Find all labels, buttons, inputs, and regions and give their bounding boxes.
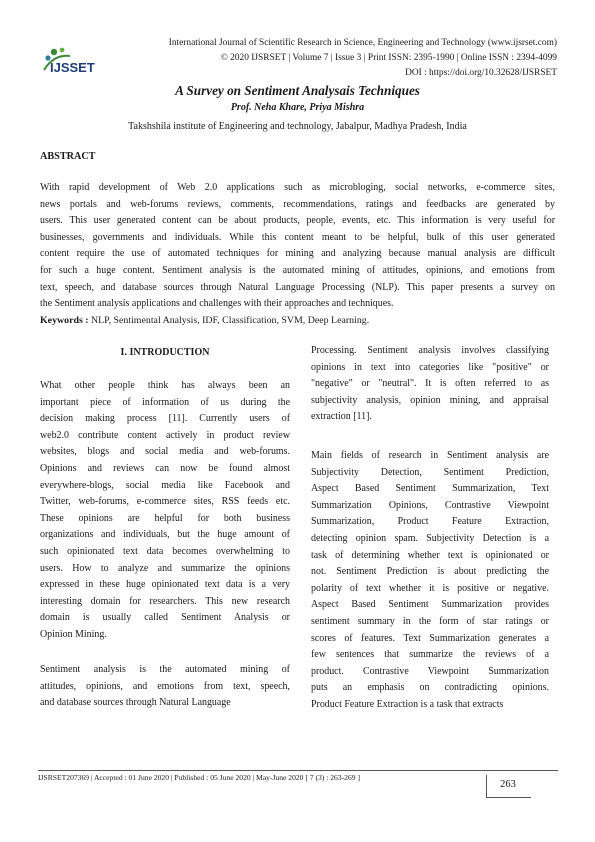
journal-logo-graphic	[40, 44, 118, 78]
intro-right-2-line: Aspect Based Sentiment Summarization provides	[311, 599, 549, 611]
intro-left-1-line: everywhere-blogs, social media like Facebook and	[40, 479, 290, 491]
journal-name-line: International Journal of Scientific Research in Science, Engineering and Technology (www.ijsrset.com)	[168, 38, 557, 48]
intro-right-2-line: polarity of text whether it is positive or negative.	[311, 582, 549, 594]
intro-left-2-line: Sentiment analysis is the automated mining of	[40, 664, 290, 675]
intro-right-2-line: Product Feature Extraction is a task that extracts	[311, 698, 504, 710]
abstract-heading: ABSTRACT	[40, 151, 96, 162]
intro-right-2-line: not. Sentiment Prediction is about predicting the	[311, 566, 549, 578]
intro-right-2-line: scores of features. Text Summarization generates a	[311, 632, 549, 644]
issue-info-line: © 2020 IJSRSET | Volume 7 | Issue 3 | Print ISSN: 2395-1990 | Online ISSN : 2394-4099	[220, 53, 557, 63]
intro-left-1-line: such opinionated text data becomes overwhelming to	[40, 545, 290, 557]
abstract-line: the Sentiment analysis applications and challenges with their approaches and techniques.	[40, 298, 394, 310]
abstract-line: content require the use of automated techniques for mining and analyzing because manual analysis are difficult	[40, 248, 555, 260]
intro-left-1-line: important piece of information of us during the	[40, 396, 290, 408]
intro-right-2-line: few sentences that summarize the reviews of a	[311, 649, 549, 661]
intro-right-2-line: Subjectivity Detection, Sentiment Prediction,	[311, 466, 549, 478]
intro-right-paragraph-1	[311, 343, 549, 426]
intro-left-1-line: websites, blogs and social media and web-forums.	[40, 446, 290, 458]
intro-right-1-line: opinions in text into categories like "positive" or	[311, 361, 549, 373]
intro-left-1-line: Twitter, web-forums, e-commerce sites, RSS feeds etc.	[40, 496, 290, 508]
intro-left-1-line: expressed in these huge opinionated text data is a very	[40, 579, 290, 591]
abstract-body	[40, 180, 555, 313]
footer-divider	[38, 770, 558, 771]
intro-right-2-line: puts an emphasis on contradicting opinions.	[311, 682, 549, 694]
intro-left-1-line: domain is usually called Sentiment Analysis or	[40, 612, 290, 624]
doi-line[interactable]: DOI : https://doi.org/10.32628/IJSRSET	[405, 68, 557, 78]
intro-left-1-line: web2.0 contribute content actively in product review	[40, 429, 290, 441]
intro-left-2-line: attitudes, opinions, and emotions from text, speech,	[40, 680, 290, 692]
intro-right-1-line: subjectivity analysis, opinion mining, and appraisal	[311, 394, 549, 406]
intro-left-paragraph-1	[40, 378, 290, 644]
keywords-line	[40, 313, 555, 329]
abstract-line: businesses, governments and individuals. While this content meant to be helpful, bulk of this user generated	[40, 231, 555, 243]
keywords-list: NLP, Sentimental Analysis, IDF, Classification, SVM, Deep Learning.	[88, 315, 370, 326]
intro-left-1-line: Opinion Mining.	[40, 628, 107, 640]
intro-left-1-line: These opinions are helpful for both business	[40, 512, 290, 524]
introduction-heading: I. INTRODUCTION	[120, 347, 210, 358]
intro-left-1-line: Opinions and reviews can now be found almost	[40, 462, 290, 474]
paper-affiliation: Takshshila institute of Engineering and technology, Jabalpur, Madhya Pradesh, India	[128, 121, 467, 132]
intro-left-2-line: and database sources through Natural Language	[40, 697, 231, 709]
intro-right-1-line: "negative" or "neutral". It is often referred to as	[311, 378, 549, 390]
intro-right-2-line: Summarization, Product Feature Extraction,	[311, 516, 549, 528]
abstract-line: users. This user generated content can be about products, people, events, etc. This information is very useful for	[40, 215, 555, 227]
intro-right-1-line: Processing. Sentiment analysis involves classifying	[311, 345, 549, 356]
intro-right-2-line: sentiment summary in the form of star ratings or	[311, 615, 549, 627]
intro-right-2-line: Summarization Opinions, Contrastive Viewpoint	[311, 499, 549, 511]
abstract-line: With rapid development of Web 2.0 applications such as microbloging, social networks, e-commerce sites,	[40, 182, 555, 193]
footer-citation: IJSRSET207369 | Accepted : 01 June 2020 | Published : 05 June 2020 | May-June 2020 [ 7 (3) : 263-269 ]	[38, 773, 360, 782]
logo-text: IJSSET	[50, 60, 95, 75]
intro-right-2-line: product. Contrastive Viewpoint Summarization	[311, 665, 549, 677]
abstract-line: for such a huge content. Sentiment analysis is the automated mining of attitudes, opinions, and emotions from	[40, 264, 555, 276]
intro-left-1-line: interesting domain for researchers. This new research	[40, 595, 290, 607]
intro-left-1-line: What other people think has always been an	[40, 380, 290, 391]
intro-right-2-line: detecting opinion spam. Subjectivity Detection is a	[311, 532, 549, 544]
intro-right-2-line: Main fields of research in Sentiment analysis are	[311, 450, 549, 461]
journal-logo	[40, 44, 118, 78]
page-number: 263	[500, 779, 516, 790]
intro-left-1-line: decision making process [11]. Currently users of	[40, 413, 290, 425]
abstract-line: news portals and web-forums reviews, comments, recommendations, ratings and feedbacks are generated by	[40, 198, 555, 210]
intro-left-1-line: users. How to analyze and summarize the opinions	[40, 562, 290, 574]
intro-right-1-line: extraction [11].	[311, 411, 372, 423]
intro-right-2-line: Aspect Based Sentiment Summarization, Text	[311, 483, 549, 495]
paper-authors: Prof. Neha Khare, Priya Mishra	[230, 102, 365, 113]
intro-left-paragraph-2	[40, 662, 290, 712]
paper-title: A Survey on Sentiment Analysais Techniques	[175, 83, 420, 98]
abstract-line: text, speech, and database sources through Natural Language Processing (NLP). This paper presents a survey on	[40, 281, 555, 293]
intro-left-1-line: organizations and individuals, but the huge amount of	[40, 529, 290, 541]
keywords-label: Keywords :	[40, 315, 89, 326]
intro-right-2-line: task of determining whether text is opinionated or	[311, 549, 549, 561]
intro-right-paragraph-2	[311, 448, 549, 714]
